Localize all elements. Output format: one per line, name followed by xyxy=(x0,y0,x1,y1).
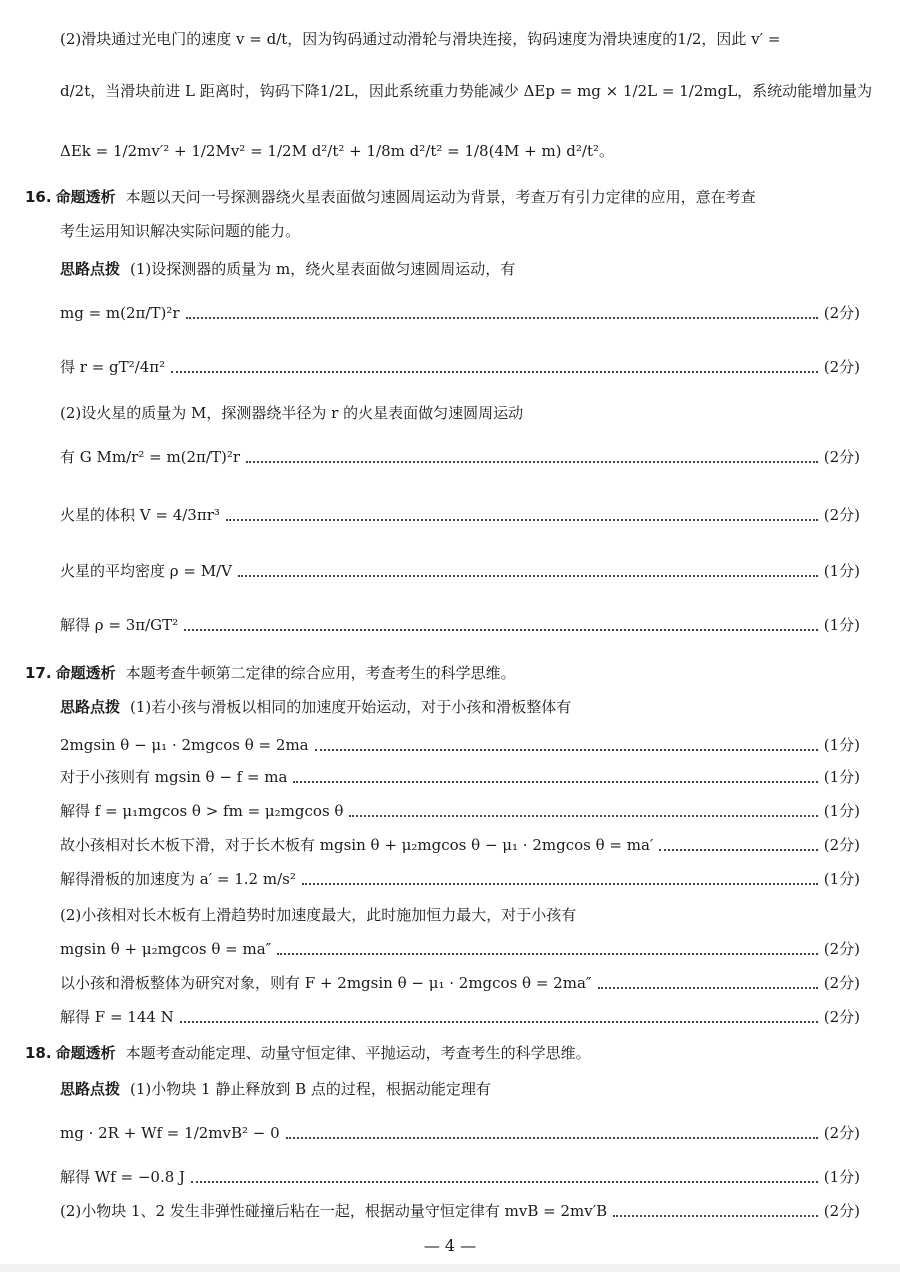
score: (2分) xyxy=(823,1008,860,1026)
intro-text: 本题以天问一号探测器绕火星表面做匀速圆周运动为背景，考查万有引力定律的应用，意在考查 xyxy=(125,188,756,206)
equation: 解得 Wf = −0.8 J xyxy=(60,1168,186,1186)
equation-line xyxy=(60,938,860,959)
paragraph: (1)小物块 1 静止释放到 B 点的过程，根据动能定理有 xyxy=(130,1080,491,1098)
equation: mgsin θ + μ₂mgcos θ = ma″ xyxy=(60,939,272,958)
q16-heading xyxy=(25,186,860,207)
equation: (2)小物块 1、2 发生非弹性碰撞后粘在一起，根据动量守恒定律有 mvB = 2mv′B xyxy=(60,1202,608,1220)
equation-line xyxy=(60,834,860,855)
equation-line xyxy=(60,356,860,377)
equation: 有 G Mm/r² = m(2π/T)²r xyxy=(60,448,241,466)
equation: 得 r = gT²/4π² xyxy=(60,358,166,376)
score: (1分) xyxy=(823,736,860,754)
equation-line xyxy=(60,734,860,755)
text-line xyxy=(60,258,860,279)
hint-title: 思路点拨 xyxy=(60,698,121,716)
q17-heading xyxy=(25,662,860,683)
intro-text: 考生运用知识解决实际问题的能力。 xyxy=(60,222,301,240)
equation-line xyxy=(60,868,860,889)
equation: 火星的平均密度 ρ = M/V xyxy=(60,562,232,580)
page-number: — 4 — xyxy=(423,1236,477,1255)
q18-heading xyxy=(25,1042,860,1063)
score: (1分) xyxy=(823,870,860,888)
paragraph: (2)小孩相对长木板有上滑趋势时加速度最大，此时施加恒力最大，对于小孩有 xyxy=(60,906,577,924)
question-number: 16. xyxy=(25,187,52,206)
equation: 解得 f = μ₁mgcos θ > fm = μ₂mgcos θ xyxy=(60,802,344,820)
equation: 解得滑板的加速度为 a′ = 1.2 m/s² xyxy=(60,870,296,888)
equation: 对于小孩则有 mgsin θ − f = ma xyxy=(60,768,288,786)
score: (2分) xyxy=(823,1202,860,1220)
equation-line xyxy=(60,446,860,467)
equation: mg = m(2π/T)²r xyxy=(60,303,180,322)
score: (2分) xyxy=(823,940,860,958)
section-title: 命题透析 xyxy=(55,664,116,682)
equation-line xyxy=(60,302,860,323)
score: (2分) xyxy=(823,974,860,992)
score: (1分) xyxy=(823,802,860,820)
bottom-edge xyxy=(0,1264,900,1272)
line-1: (2)滑块通过光电门的速度 v = d/t，因为钩码通过动滑轮与滑块连接，钩码速度为滑块速度的1/2，因此 v′ = xyxy=(60,30,781,48)
equation: 解得 F = 144 N xyxy=(60,1008,174,1026)
equation: 以小孩和滑板整体为研究对象，则有 F + 2mgsin θ − μ₁ · 2mgcos θ = 2ma″ xyxy=(60,974,592,992)
score: (2分) xyxy=(823,358,860,376)
text-line xyxy=(60,80,873,101)
text-line xyxy=(60,402,860,423)
text-line xyxy=(60,140,860,161)
intro-text: 本题考查牛顿第二定律的综合应用，考查考生的科学思维。 xyxy=(125,664,516,682)
equation-line xyxy=(60,560,860,581)
equation-line xyxy=(60,766,860,787)
equation-line xyxy=(60,972,860,993)
score: (2分) xyxy=(823,1124,860,1142)
section-title: 命题透析 xyxy=(55,1044,116,1062)
text-line xyxy=(60,220,860,241)
equation: 火星的体积 V = 4/3πr³ xyxy=(60,506,220,524)
intro-text: 本题考查动能定理、动量守恒定律、平抛运动，考查考生的科学思维。 xyxy=(125,1044,591,1062)
equation-line xyxy=(60,614,860,635)
score: (1分) xyxy=(823,562,860,580)
question-number: 18. xyxy=(25,1043,52,1062)
equation-line xyxy=(60,1006,860,1027)
text-line xyxy=(60,28,860,49)
equation-line xyxy=(60,504,860,525)
line-2: d/2t，当滑块前进 L 距离时，钩码下降1/2L，因此系统重力势能减少 ΔEp = mg × 1/2L = 1/2mgL，系统动能增加量为 xyxy=(60,82,873,100)
equation-line xyxy=(60,800,860,821)
score: (2分) xyxy=(823,836,860,854)
equation: 故小孩相对长木板下滑，对于长木板有 mgsin θ + μ₂mgcos θ − μ₁ · 2mgcos θ = ma′ xyxy=(60,836,654,854)
score: (1分) xyxy=(823,616,860,634)
score: (2分) xyxy=(823,448,860,466)
score: (1分) xyxy=(823,768,860,786)
equation: mg · 2R + Wf = 1/2mvB² − 0 xyxy=(60,1123,280,1142)
score: (2分) xyxy=(823,506,860,524)
question-number: 17. xyxy=(25,663,52,682)
text-line xyxy=(60,904,860,925)
section-title: 命题透析 xyxy=(55,188,116,206)
text-line xyxy=(60,696,860,717)
equation: 2mgsin θ − μ₁ · 2mgcos θ = 2ma xyxy=(60,735,309,754)
equation: 解得 ρ = 3π/GT² xyxy=(60,616,179,634)
hint-title: 思路点拨 xyxy=(60,1080,121,1098)
score: (1分) xyxy=(823,1168,860,1186)
text-line xyxy=(60,1078,860,1099)
equation-line xyxy=(60,1166,860,1187)
paragraph: (1)设探测器的质量为 m，绕火星表面做匀速圆周运动，有 xyxy=(130,260,516,278)
line-3: ΔEk = 1/2mv′² + 1/2Mv² = 1/2M d²/t² + 1/8m d²/t² = 1/8(4M + m) d²/t²。 xyxy=(60,142,615,160)
hint-title: 思路点拨 xyxy=(60,260,121,278)
equation-line xyxy=(60,1200,860,1221)
paragraph: (1)若小孩与滑板以相同的加速度开始运动，对于小孩和滑板整体有 xyxy=(130,698,572,716)
score: (2分) xyxy=(823,304,860,322)
paragraph: (2)设火星的质量为 M，探测器绕半径为 r 的火星表面做匀速圆周运动 xyxy=(60,404,524,422)
equation-line xyxy=(60,1122,860,1143)
